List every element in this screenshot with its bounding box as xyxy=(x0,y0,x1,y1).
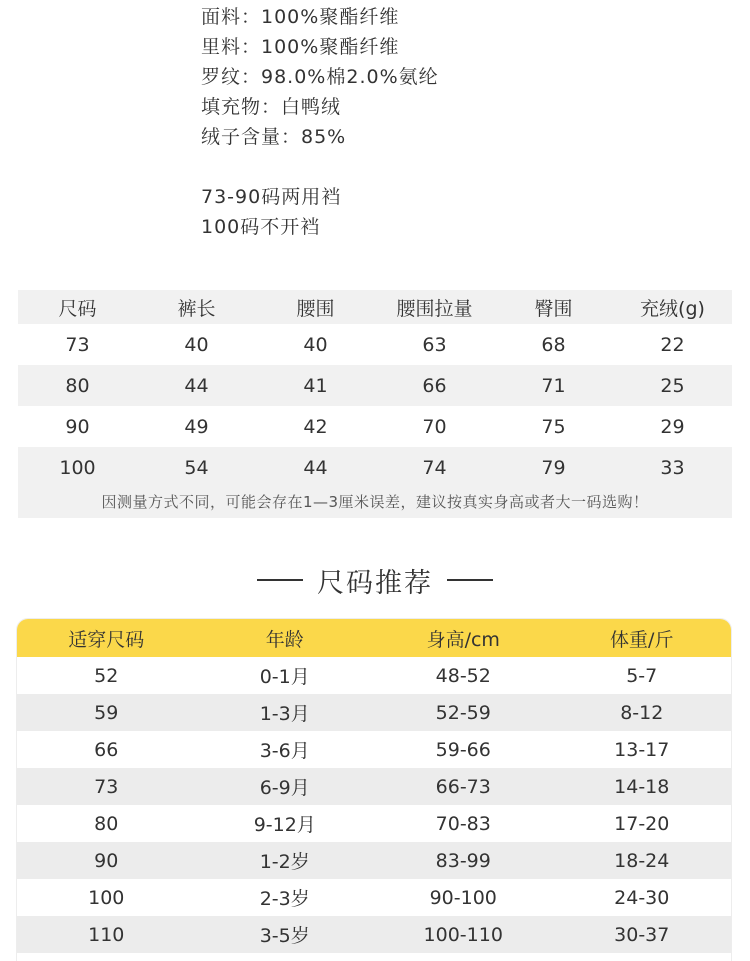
header-fit-size: 适穿尺码 xyxy=(68,628,145,651)
table-cell: 25 xyxy=(660,374,685,397)
table-cell: 2-3岁 xyxy=(259,888,310,910)
table-row xyxy=(17,879,731,916)
table-cell: 0-1月 xyxy=(259,666,310,688)
table-cell: 90 xyxy=(94,849,119,872)
table-cell: 73 xyxy=(94,775,119,798)
table-cell: 3-6月 xyxy=(259,740,310,762)
table-cell: 8-12 xyxy=(620,701,664,724)
table-row xyxy=(18,406,732,447)
header-down-fill: 充绒(g) xyxy=(640,297,705,320)
spec-filling: 填充物：白鸭绒 xyxy=(201,96,342,118)
table-cell: 100 xyxy=(88,886,125,909)
spec-crotch-note: 73-90码两用裆 xyxy=(201,186,342,208)
size-recommendation-title xyxy=(0,556,750,604)
table-row xyxy=(17,842,731,879)
table-cell: 59 xyxy=(94,701,119,724)
table-cell: 59-66 xyxy=(435,738,491,761)
table-row xyxy=(17,805,731,842)
spec-fabric: 面料：100%聚酯纤维 xyxy=(201,6,400,28)
size-chart-table xyxy=(18,290,732,518)
table-cell: 66 xyxy=(94,738,119,761)
table-cell: 6-9月 xyxy=(259,777,310,799)
header-waist-stretch: 腰围拉量 xyxy=(396,297,473,320)
table-cell: 13-17 xyxy=(614,738,670,761)
section-title: 尺码推荐 xyxy=(317,567,433,599)
header-height: 身高/cm xyxy=(426,628,500,651)
table-cell: 5-7 xyxy=(626,664,658,687)
table-cell: 54 xyxy=(184,456,209,479)
table-cell: 48-52 xyxy=(435,664,491,687)
table-cell: 33 xyxy=(660,456,685,479)
table-cell: 90-100 xyxy=(429,886,497,909)
header-age: 年龄 xyxy=(265,628,304,651)
table-cell: 44 xyxy=(303,456,328,479)
table-cell: 52-59 xyxy=(435,701,491,724)
table-cell: 1-2岁 xyxy=(259,851,310,873)
table-row xyxy=(17,694,731,731)
table-row xyxy=(17,731,731,768)
spec-down-content: 绒子含量：85% xyxy=(201,126,347,148)
recommend-table-header xyxy=(17,619,731,657)
table-cell: 42 xyxy=(303,415,328,438)
table-cell: 22 xyxy=(660,333,685,356)
material-specs xyxy=(201,4,439,244)
table-cell: 66-73 xyxy=(435,775,491,798)
spec-closed-crotch-note: 100码不开裆 xyxy=(201,216,321,238)
table-cell: 100 xyxy=(59,456,96,479)
table-row xyxy=(18,447,732,488)
table-cell: 83-99 xyxy=(435,849,491,872)
table-cell: 74 xyxy=(422,456,447,479)
table-cell: 40 xyxy=(303,333,328,356)
table-cell: 24-30 xyxy=(614,886,670,909)
table-cell: 100-110 xyxy=(423,923,503,946)
table-cell: 1-3月 xyxy=(259,703,310,725)
table-row xyxy=(18,365,732,406)
header-size: 尺码 xyxy=(58,297,97,320)
table-cell: 70 xyxy=(422,415,447,438)
table-cell: 71 xyxy=(541,374,566,397)
table-cell: 66 xyxy=(422,374,447,397)
spec-rib: 罗纹：98.0%棉2.0%氨纶 xyxy=(201,66,439,88)
table-cell: 52 xyxy=(94,664,119,687)
table-row xyxy=(18,324,732,365)
spec-gap xyxy=(201,154,439,184)
table-row xyxy=(17,916,731,953)
table-cell: 17-20 xyxy=(614,812,670,835)
header-waist: 腰围 xyxy=(296,297,335,320)
table-cell: 49 xyxy=(184,415,209,438)
table-row xyxy=(17,657,731,694)
table-cell: 14-18 xyxy=(614,775,670,798)
table-cell: 44 xyxy=(184,374,209,397)
table-cell: 40 xyxy=(184,333,209,356)
table-cell: 63 xyxy=(422,333,447,356)
table-cell: 9-12月 xyxy=(253,814,316,836)
table-cell: 75 xyxy=(541,415,566,438)
table-cell: 110 xyxy=(88,923,125,946)
table-cell: 41 xyxy=(303,374,328,397)
table-cell: 68 xyxy=(541,333,566,356)
table-cell: 73 xyxy=(65,333,90,356)
table-cell: 79 xyxy=(541,456,566,479)
table-cell: 80 xyxy=(65,374,90,397)
title-dash-right xyxy=(447,579,493,581)
title-dash-left xyxy=(257,579,303,581)
table-cell: 30-37 xyxy=(614,923,670,946)
size-recommendation-table xyxy=(16,618,732,961)
header-weight: 体重/斤 xyxy=(610,628,674,651)
spec-lining: 里料：100%聚酯纤维 xyxy=(201,36,400,58)
table-cell: 29 xyxy=(660,415,685,438)
size-table-header xyxy=(18,290,732,324)
table-cell: 80 xyxy=(94,812,119,835)
measurement-note: 因测量方式不同，可能会存在1—3厘米误差，建议按真实身高或者大一码选购！ xyxy=(18,488,732,518)
header-hip: 臀围 xyxy=(534,297,573,320)
table-cell: 3-5岁 xyxy=(259,925,310,947)
table-cell: 90 xyxy=(65,415,90,438)
header-pants-length: 裤长 xyxy=(177,297,216,320)
table-cell: 18-24 xyxy=(614,849,670,872)
table-cell: 70-83 xyxy=(435,812,491,835)
table-row xyxy=(17,768,731,805)
